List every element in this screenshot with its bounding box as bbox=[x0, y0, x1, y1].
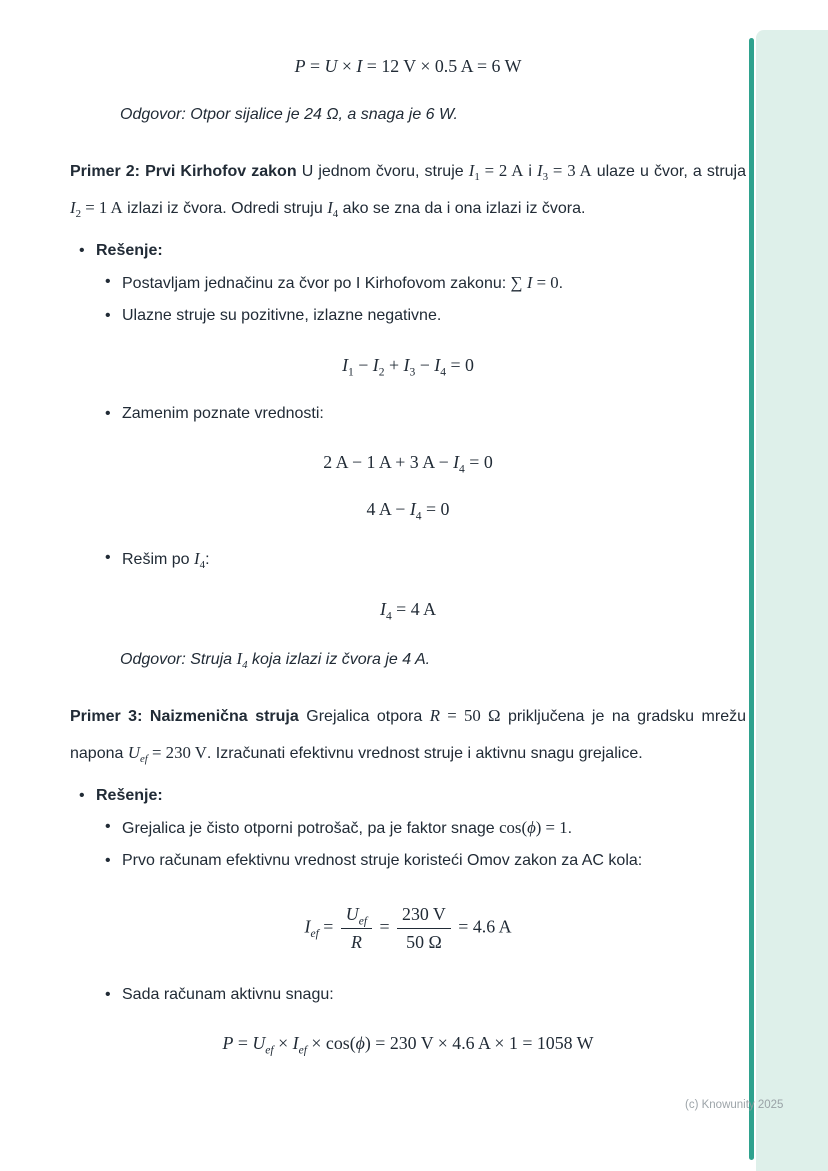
token-var: I bbox=[194, 549, 200, 569]
list-item-active-power bbox=[70, 983, 746, 1008]
token-var: I bbox=[327, 197, 333, 217]
token-var: I bbox=[403, 354, 410, 375]
token-var: I bbox=[537, 161, 543, 180]
token-var: R bbox=[429, 706, 441, 726]
token-m: = bbox=[375, 916, 395, 936]
token-var: U bbox=[324, 56, 338, 76]
token-m: cos( bbox=[499, 818, 528, 837]
token-m: + bbox=[384, 354, 404, 375]
token-m: = bbox=[318, 916, 338, 936]
token-var: P bbox=[222, 1033, 234, 1054]
token-sub: 4 bbox=[199, 559, 206, 572]
token-sub: 3 bbox=[542, 171, 549, 184]
token-txt: ulaze u čvor, a struja bbox=[591, 163, 746, 180]
formula-active-power bbox=[70, 1033, 746, 1057]
list-item-ohm-ac bbox=[70, 849, 682, 874]
token-txt: Odgovor: Struja bbox=[120, 651, 237, 669]
token-txt: U jednom čvoru, struje bbox=[296, 163, 469, 180]
token-sub: 3 bbox=[409, 364, 416, 378]
list-item-resenje-primer3 bbox=[70, 784, 746, 808]
list-item-resenje-primer2 bbox=[70, 239, 746, 263]
token-var: I bbox=[468, 161, 475, 180]
token-m: 4 A − bbox=[366, 499, 410, 520]
token-txt: izlazi iz čvora. Odredi struju bbox=[122, 199, 328, 217]
token-sub: 1 bbox=[474, 171, 480, 184]
token-txt: . Izračunati efektivnu vrednost struje i aktivnu snagu grejalice. bbox=[206, 745, 643, 763]
token-m: = 0 bbox=[532, 272, 559, 292]
token-sub: 4 bbox=[440, 364, 446, 378]
paragraph-primer3 bbox=[70, 698, 746, 772]
document-content bbox=[70, 50, 746, 1080]
token-var: I bbox=[372, 354, 379, 375]
token-m: = 230 V bbox=[147, 743, 207, 763]
token-var: I bbox=[342, 354, 349, 375]
token-var: I bbox=[236, 649, 243, 669]
token-txt: : bbox=[205, 551, 210, 569]
token-txt: Sada računam aktivnu snagu: bbox=[122, 985, 334, 1003]
token-m: = 12 V × 0.5 A = 6 W bbox=[362, 56, 522, 76]
token-sub: 4 bbox=[242, 659, 248, 672]
token-m: = bbox=[233, 1033, 253, 1054]
token-txt: Prvo računam efektivnu vrednost struje koristeći Omov zakon za AC kola: bbox=[122, 851, 643, 869]
watermark: (c) Knowunity 2025 bbox=[685, 1099, 784, 1111]
token-sub: 1 bbox=[348, 364, 354, 378]
token-var: I bbox=[356, 56, 363, 76]
token-m: × bbox=[273, 1033, 293, 1054]
token-txt: Zamenim poznate vrednosti: bbox=[122, 404, 324, 422]
token-var: I bbox=[379, 599, 386, 620]
token-m: − bbox=[415, 354, 435, 375]
token-m: = 1 A bbox=[81, 197, 123, 217]
token-txt: Rešim po bbox=[122, 551, 195, 569]
paragraph-primer2 bbox=[70, 153, 746, 227]
token-b: Primer 3: Naizmenična struja bbox=[70, 708, 299, 726]
token-m: 230 V bbox=[402, 903, 446, 924]
formula-effective-current bbox=[70, 904, 746, 953]
token-txt: . bbox=[558, 274, 564, 292]
token-m: = 2 A bbox=[479, 161, 524, 180]
token-txt: . bbox=[567, 820, 573, 837]
answer-primer1 bbox=[120, 103, 746, 127]
token-var: I bbox=[526, 272, 533, 292]
list-item-substitute-values bbox=[70, 402, 746, 427]
fraction-denominator bbox=[341, 928, 372, 953]
token-var: I bbox=[304, 916, 311, 936]
formula-kirchhoff bbox=[70, 355, 746, 376]
token-m: = 0 bbox=[421, 499, 450, 520]
token-var: ϕ bbox=[527, 818, 536, 837]
token-txt: Odgovor: Otpor sijalice je 24 Ω, a snaga je 6 W. bbox=[120, 106, 458, 123]
token-var: I bbox=[453, 452, 460, 473]
token-m: = bbox=[305, 56, 325, 76]
token-m: ) = 1 bbox=[535, 818, 568, 837]
list-item-power-factor bbox=[70, 815, 746, 842]
token-subv: ef bbox=[298, 1043, 307, 1057]
fraction-numerator bbox=[397, 904, 451, 928]
side-panel bbox=[756, 30, 828, 1171]
fraction-numerator bbox=[341, 904, 372, 928]
token-m: = 4.6 A bbox=[453, 916, 512, 936]
token-subv: ef bbox=[265, 1043, 274, 1057]
token-m: ∑ bbox=[510, 272, 527, 292]
token-txt: Grejalica otpora bbox=[298, 708, 430, 726]
token-sub: 4 bbox=[415, 509, 422, 523]
formula-power bbox=[70, 56, 746, 77]
token-sub: 2 bbox=[75, 208, 82, 221]
answer-primer2 bbox=[120, 646, 746, 672]
resenje-label: Rešenje: bbox=[96, 787, 163, 804]
token-var: U bbox=[345, 903, 359, 924]
token-m: = 4 A bbox=[391, 599, 436, 620]
fraction bbox=[341, 904, 372, 953]
token-sub: 4 bbox=[385, 609, 392, 623]
token-var: R bbox=[350, 931, 362, 952]
fraction-denominator bbox=[397, 928, 451, 953]
token-m: − bbox=[353, 354, 373, 375]
token-var: P bbox=[294, 56, 306, 76]
token-m: × bbox=[337, 56, 357, 76]
formula-substituted bbox=[70, 452, 746, 476]
token-sub: 4 bbox=[332, 208, 339, 221]
token-var: ϕ bbox=[355, 1033, 365, 1054]
token-subv: ef bbox=[358, 913, 368, 927]
token-sub: 2 bbox=[378, 364, 385, 378]
token-m: = 50 Ω bbox=[440, 706, 501, 726]
token-var: U bbox=[252, 1033, 266, 1054]
token-m: ) = 230 V × 4.6 A × 1 = 1058 W bbox=[364, 1033, 594, 1054]
token-txt: i bbox=[523, 163, 538, 180]
token-var: I bbox=[409, 499, 416, 520]
token-m: 2 A − 1 A + 3 A − bbox=[323, 452, 454, 473]
token-var: I bbox=[70, 197, 76, 217]
token-sub: 4 bbox=[459, 462, 465, 476]
list-item-solve-for-i4 bbox=[70, 546, 746, 573]
token-var: I bbox=[434, 354, 441, 375]
token-m: 50 Ω bbox=[406, 931, 442, 952]
token-txt: Postavljam jednačinu za čvor po I Kirhofovom zakonu: bbox=[122, 274, 511, 292]
fraction bbox=[397, 904, 451, 953]
list-item-kirchhoff-equation bbox=[70, 270, 746, 297]
token-b: Primer 2: Prvi Kirhofov zakon bbox=[70, 163, 297, 180]
formula-result bbox=[70, 599, 746, 623]
token-txt: priključena je na gradsku mrežu napona bbox=[70, 708, 747, 763]
token-subv: ef bbox=[139, 753, 148, 766]
resenje-label: Rešenje: bbox=[96, 241, 163, 259]
token-subv: ef bbox=[310, 926, 319, 940]
scrollbar-thumb[interactable] bbox=[749, 38, 754, 1160]
token-txt: koja izlazi iz čvora je 4 A. bbox=[247, 651, 431, 669]
token-var: U bbox=[127, 743, 140, 763]
token-m: = 0 bbox=[446, 354, 474, 375]
token-txt: ako se zna da i ona izlazi iz čvora. bbox=[338, 199, 586, 217]
token-m: × cos( bbox=[306, 1033, 356, 1054]
token-m: = 3 A bbox=[548, 161, 592, 180]
formula-simplified bbox=[70, 499, 746, 523]
list-item-sign-convention bbox=[70, 304, 746, 329]
token-txt: Ulazne struje su pozitivne, izlazne negativne. bbox=[122, 306, 442, 324]
token-m: = 0 bbox=[464, 452, 493, 473]
token-var: I bbox=[292, 1033, 299, 1054]
token-txt: Grejalica je čisto otporni potrošač, pa je faktor snage bbox=[122, 820, 500, 837]
